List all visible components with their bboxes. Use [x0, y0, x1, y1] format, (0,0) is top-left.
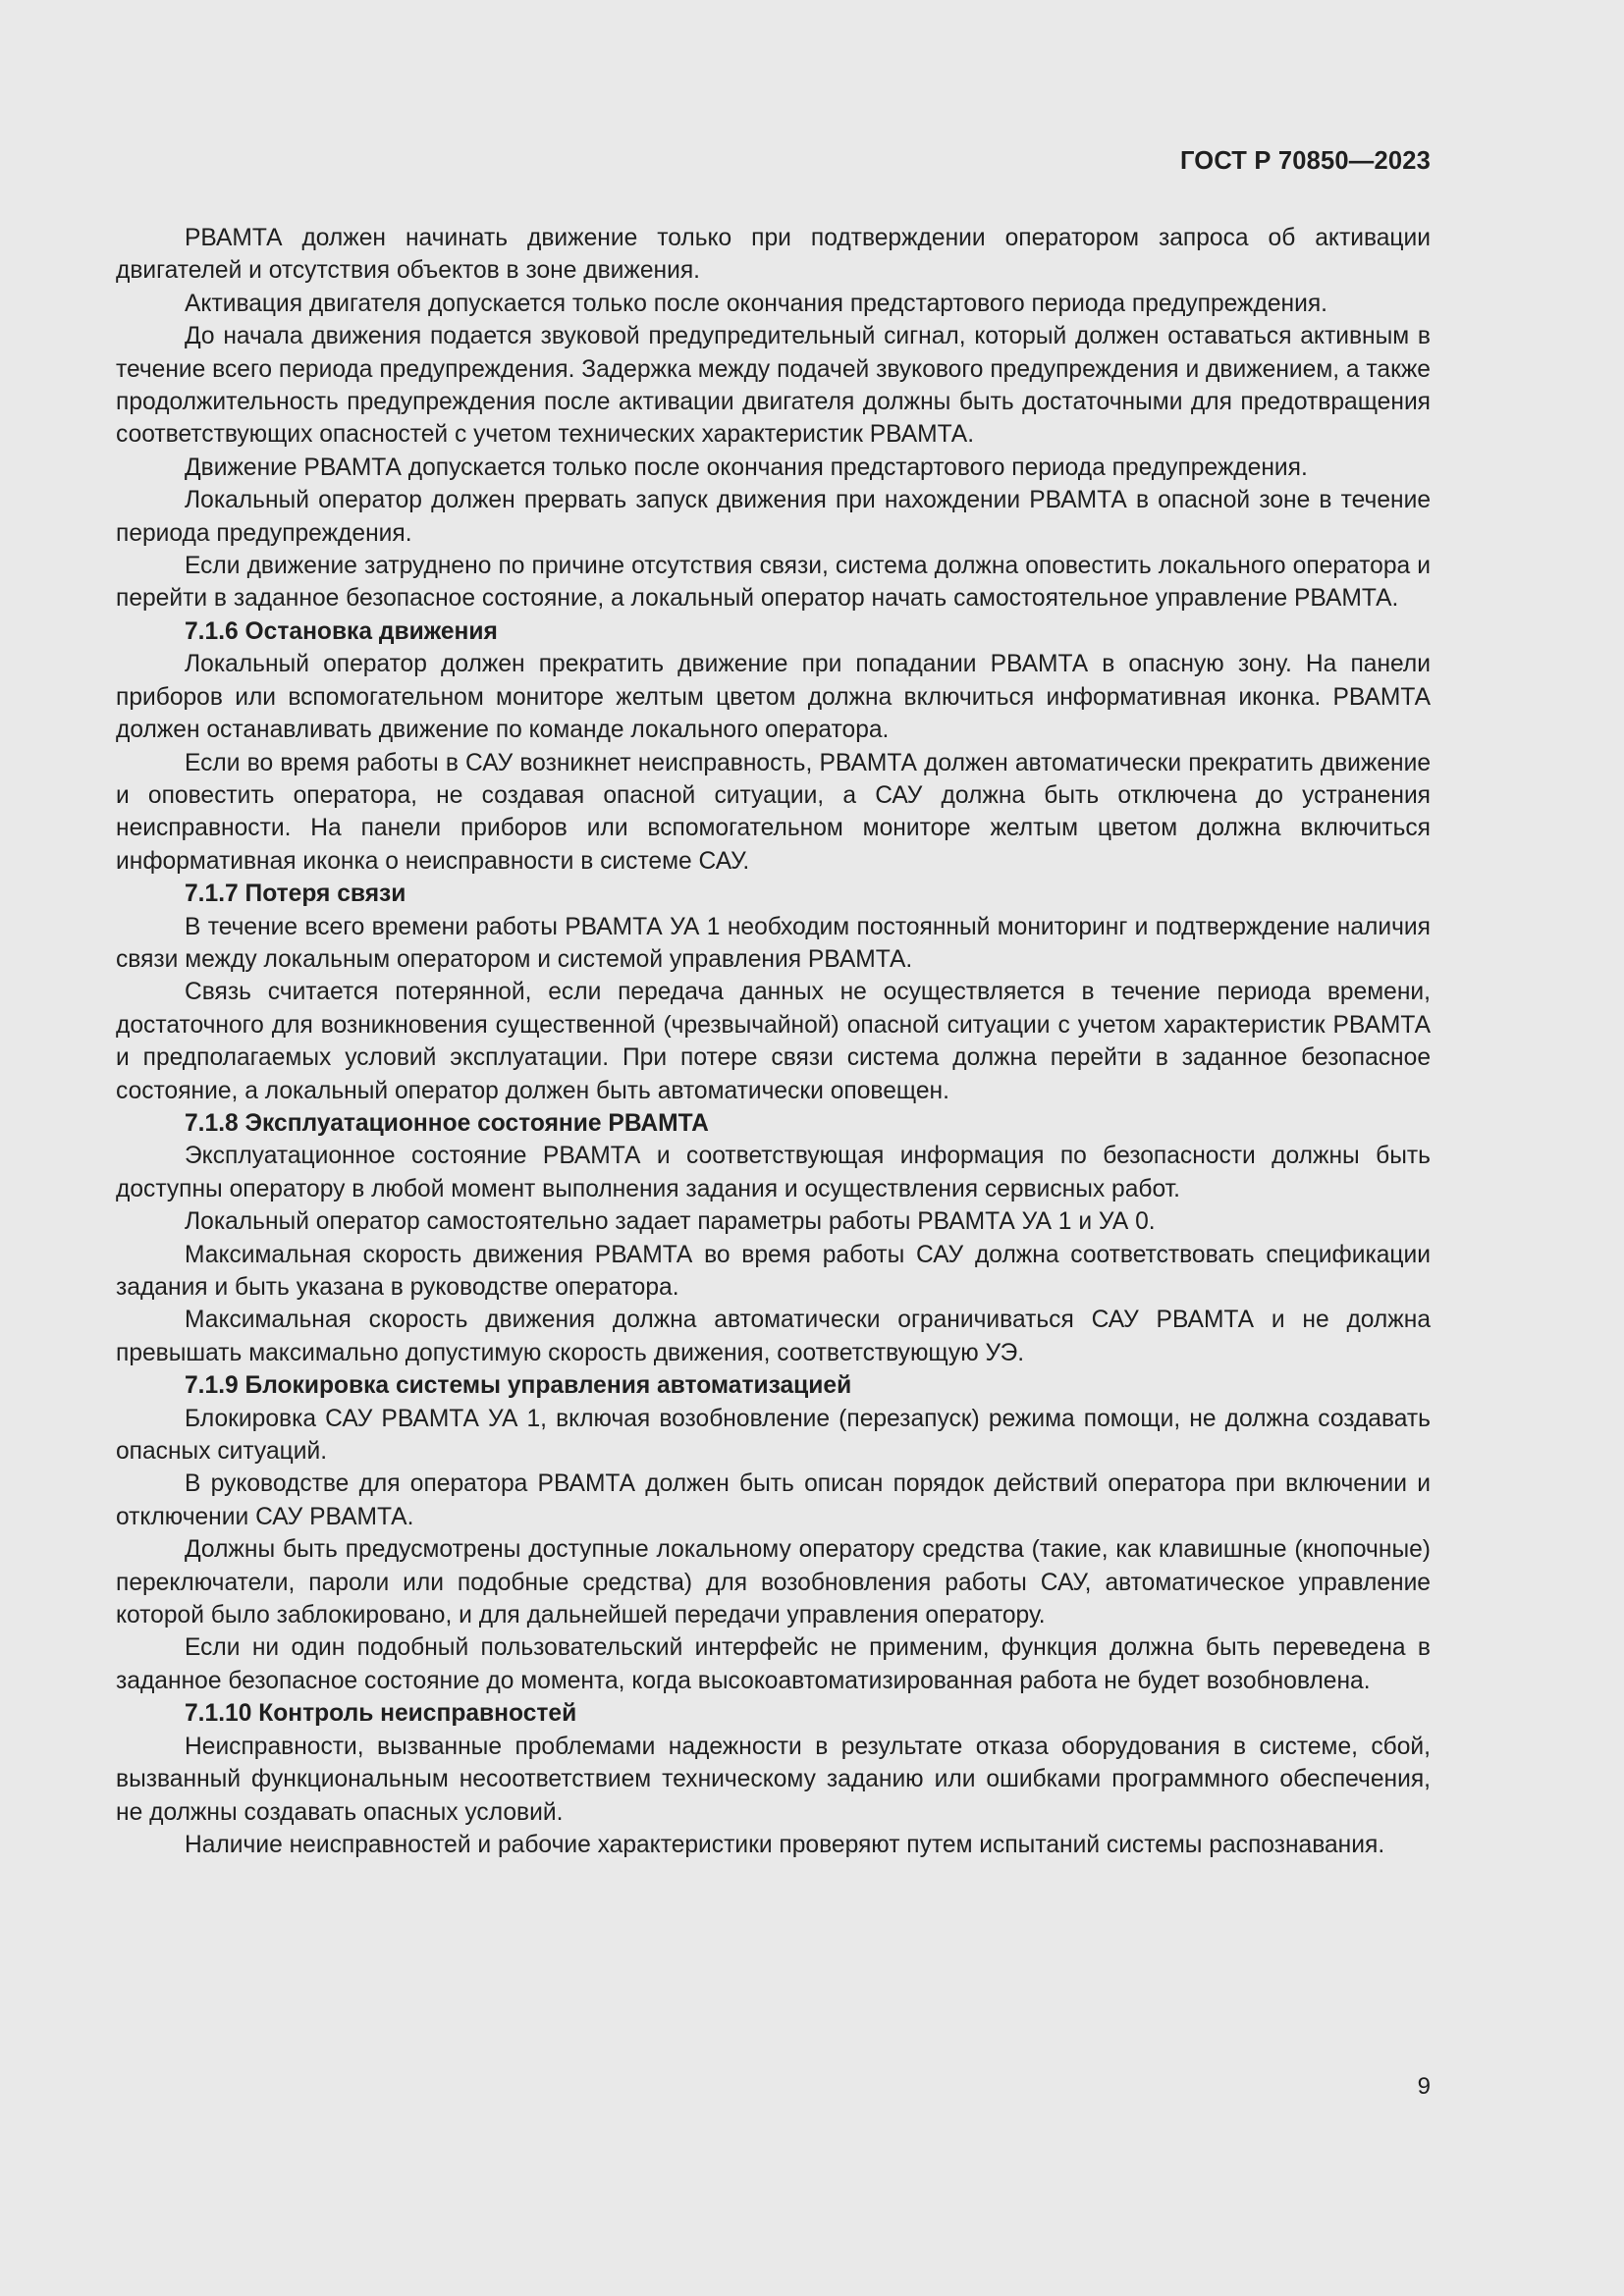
paragraph: Наличие неисправностей и рабочие характеристики проверяют путем испытаний системы распознавания. [185, 1831, 1385, 1858]
paragraph: В течение всего времени работы РВАМТА УА 1 необходим постоянный мониторинг и подтверждение наличия связи между локальным оператором и системой управления РВАМТА. [116, 913, 1431, 973]
section-heading: 7.1.7 Потеря связи [185, 881, 406, 908]
section-heading: 7.1.10 Контроль неисправностей [185, 1700, 577, 1728]
paragraph: Активация двигателя допускается только после окончания предстартового периода предупреждения. [185, 290, 1328, 317]
page-number: 9 [1417, 2073, 1431, 2100]
paragraph: Должны быть предусмотрены доступные локальному оператору средства (такие, как клавишные (кнопочные) переключатели, пароли или подобные средства) для возобновления работы САУ, автоматическое управление которой было заблокировано, и для дальнейшей передачи управления оператору. [116, 1536, 1431, 1629]
paragraph: Локальный оператор самостоятельно задает параметры работы РВАМТА УА 1 и УА 0. [185, 1208, 1156, 1236]
paragraph: Блокировка САУ РВАМТА УА 1, включая возобновление (перезапуск) режима помощи, не должна создавать опасных ситуаций. [116, 1405, 1431, 1466]
paragraph: Если во время работы в САУ возникнет неисправность, РВАМТА должен автоматически прекратить движение и оповестить оператора, не создавая опасной ситуации, а САУ должна быть отключена до устранения неисправности. На панели приборов или вспомогательном мониторе желтым цветом должна включиться информативная иконка о неисправности в системе САУ. [116, 749, 1431, 875]
section-heading: 7.1.9 Блокировка системы управления автоматизацией [185, 1372, 852, 1400]
paragraph: Эксплуатационное состояние РВАМТА и соответствующая информация по безопасности должны быть доступны оператору в любой момент выполнения задания и осуществления сервисных работ. [116, 1143, 1431, 1202]
paragraph: Неисправности, вызванные проблемами надежности в результате отказа оборудования в системе, сбой, вызванный функциональным несоответствием техническому заданию или ошибками программного обеспечения, не должны создавать опасных условий. [116, 1733, 1431, 1826]
document-body [116, 222, 1431, 1861]
paragraph: Движение РВАМТА допускается только после окончания предстартового периода предупреждения. [185, 454, 1308, 481]
paragraph: Максимальная скорость движения должна автоматически ограничиваться САУ РВАМТА и не должна превышать максимально допустимую скорость движения, соответствующую УЭ. [116, 1307, 1431, 1366]
paragraph: Если движение затруднено по причине отсутствия связи, система должна оповестить локального оператора и перейти в заданное безопасное состояние, а локальный оператор начать самостоятельное управление РВАМТА. [116, 553, 1431, 613]
paragraph: Локальный оператор должен прекратить движение при попадании РВАМТА в опасную зону. На панели приборов или вспомогательном мониторе желтым цветом должна включиться информативная иконка. РВАМТА должен останавливать движение по команде локального оператора. [116, 651, 1431, 744]
paragraph: Связь считается потерянной, если передача данных не осуществляется в течение периода времени, достаточного для возникновения существенной (чрезвычайной) опасной ситуации с учетом характеристик РВАМТА и предполагаемых условий эксплуатации. При потере связи система должна перейти в заданное безопасное состояние, а локальный оператор должен быть автоматически оповещен. [116, 979, 1431, 1104]
section-heading: 7.1.8 Эксплуатационное состояние РВАМТА [185, 1109, 709, 1137]
standard-id-header: ГОСТ Р 70850—2023 [1179, 147, 1431, 175]
section-heading: 7.1.6 Остановка движения [185, 617, 498, 645]
paragraph: РВАМТА должен начинать движение только при подтверждении оператором запроса об активации двигателей и отсутствия объектов в зоне движения. [116, 225, 1431, 285]
paragraph: Максимальная скорость движения РВАМТА во время работы САУ должна соответствовать спецификации задания и быть указана в руководстве оператора. [116, 1241, 1431, 1301]
document-page [116, 0, 1431, 2296]
paragraph: Если ни один подобный пользовательский интерфейс не применим, функция должна быть переведена в заданное безопасное состояние до момента, когда высокоавтоматизированная работа не будет возобновлена. [116, 1634, 1431, 1694]
paragraph: Локальный оператор должен прервать запуск движения при нахождении РВАМТА в опасной зоне в течение периода предупреждения. [116, 487, 1431, 547]
paragraph: В руководстве для оператора РВАМТА должен быть описан порядок действий оператора при включении и отключении САУ РВАМТА. [116, 1470, 1431, 1530]
paragraph: До начала движения подается звуковой предупредительный сигнал, который должен оставаться активным в течение всего периода предупреждения. Задержка между подачей звукового предупреждения и движением, а также продолжительность предупреждения после активации двигателя должны быть достаточными для предотвращения соответствующих опасностей с учетом технических характеристик РВАМТА. [116, 323, 1431, 449]
